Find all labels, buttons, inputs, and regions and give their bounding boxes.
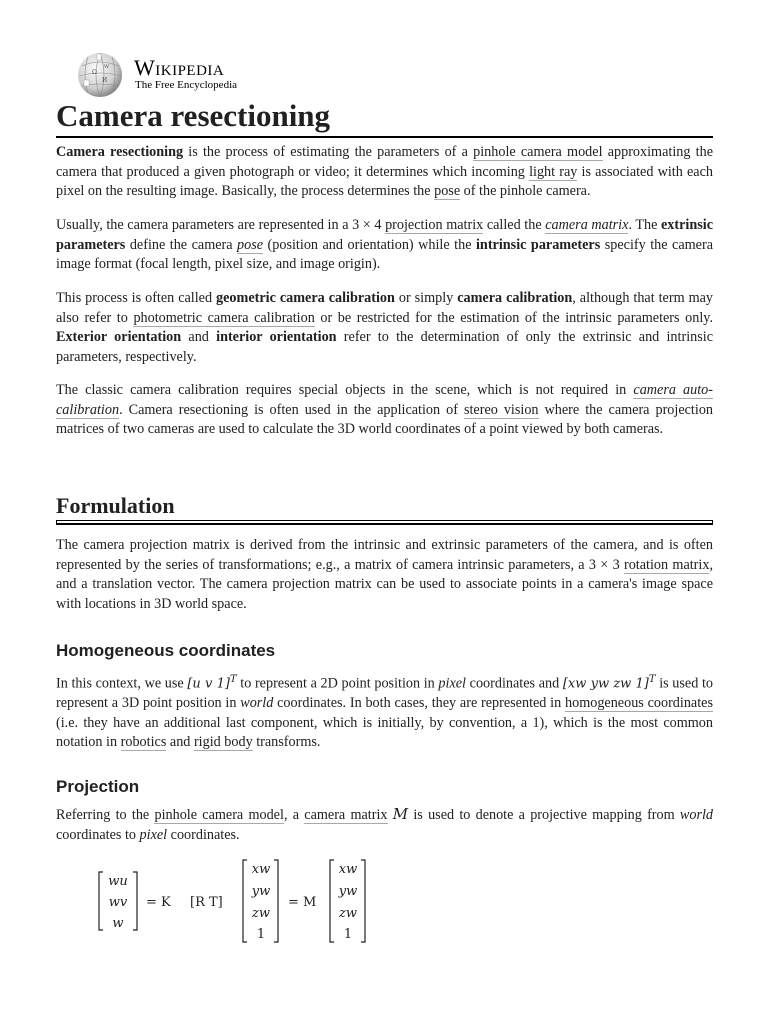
rt-block: [R T]: [190, 895, 223, 910]
transpose-mark: T: [648, 674, 656, 685]
link-pose[interactable]: pose: [434, 183, 461, 199]
text: and: [181, 329, 217, 345]
link-pose[interactable]: pose: [237, 236, 264, 253]
italic-term: pixel: [139, 826, 168, 843]
text: define the camera: [125, 236, 238, 253]
lhs-entry: wv: [108, 895, 128, 910]
text: called the: [483, 217, 546, 233]
formulation-paragraph: [56, 536, 713, 614]
link-homogeneous-coordinates[interactable]: homogeneous coordinates: [565, 695, 713, 712]
text: . The: [628, 217, 661, 233]
text: or simply: [394, 290, 458, 306]
intro-paragraph-4: [56, 381, 713, 440]
page-title: Camera resectioning: [56, 96, 713, 138]
math-symbol-m: M: [392, 805, 409, 823]
bold-term: camera calibration: [457, 290, 573, 306]
wordmark-text: Wikipedia: [134, 55, 225, 80]
link-camera-matrix[interactable]: camera matrix: [304, 807, 388, 823]
link-photometric-camera-calibration[interactable]: photometric camera calibration: [133, 309, 315, 326]
text: transforms.: [252, 734, 321, 751]
text: is used to represent a 3D point position in: [56, 675, 714, 712]
rhs1-entry: yw: [251, 884, 271, 899]
text: , a: [283, 807, 305, 823]
bold-term: Exterior orientation: [56, 329, 182, 345]
wikipedia-tagline: The Free Encyclopedia: [135, 79, 238, 91]
subsection-heading-projection: Projection: [56, 777, 140, 796]
bold-term: intrinsic parameters: [475, 236, 601, 253]
text: The classic camera calibration requires special objects in the scene, which is not required in: [56, 382, 634, 398]
projection-paragraph: [56, 805, 713, 845]
section-heading-formulation: Formulation: [56, 492, 713, 521]
intro-paragraph-2: [56, 216, 713, 275]
math-pixel-vector: [u v 1]: [187, 676, 230, 692]
bold-term: geometric camera calibration: [216, 290, 395, 306]
text: , and a translation vector. The camera projection matrix can be used to associate points in a camera's image space with locations in 3D world space.: [56, 556, 713, 612]
text: coordinates.: [167, 826, 240, 843]
link-pinhole-camera-model[interactable]: pinhole camera model: [473, 144, 603, 160]
wikipedia-wordmark[interactable]: [134, 55, 224, 81]
text: is associated with each pixel on the resulting image. Basically, the process determines the: [56, 163, 713, 199]
svg-text:Ω: Ω: [92, 69, 97, 76]
intro-paragraph-1: [56, 143, 713, 202]
svg-text:И: И: [102, 77, 108, 84]
link-robotics[interactable]: robotics: [120, 734, 167, 751]
lhs-entry: wu: [108, 874, 128, 889]
subsection-heading-homogeneous-coordinates: Homogeneous coordinates: [56, 641, 276, 660]
link-stereo-vision[interactable]: stereo vision: [463, 401, 539, 418]
link-camera-auto-calibration[interactable]: camera auto-calibration: [56, 382, 713, 418]
lhs-entry: w: [112, 916, 124, 931]
text: (position and orientation) while the: [263, 236, 476, 253]
projection-equation: [96, 858, 386, 944]
rhs1-entry: 1: [256, 927, 266, 942]
text: , although that term may also refer to: [56, 290, 713, 326]
text: This process is often called: [56, 290, 217, 306]
text: refer to the determination of only the extrinsic and intrinsic parameters, respectively.: [56, 329, 713, 365]
link-rotation-matrix[interactable]: rotation matrix: [623, 556, 710, 573]
transpose-mark: T: [229, 674, 237, 685]
rhs2-entry: yw: [338, 884, 358, 899]
bold-term: interior orientation: [216, 329, 337, 345]
italic-term: world: [240, 695, 274, 712]
rhs2-entry: xw: [338, 862, 358, 877]
link-light-ray[interactable]: light ray: [529, 163, 578, 180]
text: In this context, we use: [56, 675, 188, 692]
text: and: [166, 734, 194, 751]
bold-term: Camera resectioning: [56, 144, 184, 160]
math-world-vector: [xw yw zw 1]: [562, 676, 649, 692]
homogeneous-paragraph: [56, 670, 713, 753]
text: coordinates and: [466, 675, 563, 692]
text: or be restricted for the estimation of the intrinsic parameters only.: [314, 309, 713, 326]
text: is used to denote a projective mapping from: [408, 807, 680, 823]
text: of the pinhole camera.: [460, 183, 591, 199]
text: (i.e. they have an additional last component, which is initially, by convention, a 1), which is the most common notation in: [56, 714, 713, 751]
link-pinhole-camera-model[interactable]: pinhole camera model: [154, 807, 284, 823]
svg-text:W: W: [104, 64, 110, 70]
text: coordinates to: [56, 826, 140, 843]
text: to represent a 2D point position in: [236, 675, 439, 692]
italic-term: pixel: [438, 675, 466, 692]
link-projection-matrix[interactable]: projection matrix: [385, 217, 484, 233]
text: coordinates. In both cases, they are represented in: [273, 695, 565, 712]
text: . Camera resectioning is often used in the application of: [119, 401, 464, 418]
text: The camera projection matrix is derived from the intrinsic and extrinsic parameters of the camera, and is often represented by the series of transformations; e.g., a matrix of camera intrinsic parameters, a 3 × 3: [56, 537, 713, 573]
italic-term: world: [679, 807, 714, 823]
rhs1-entry: xw: [251, 862, 271, 877]
wikipedia-globe-logo[interactable]: [74, 52, 126, 98]
rhs1-entry: zw: [252, 906, 270, 921]
rhs2-entry: 1: [343, 927, 353, 942]
text: specify the camera image format (focal length, pixel size, and image origin).: [56, 236, 713, 272]
rhs2-entry: zw: [339, 906, 357, 921]
text: approximating the camera that produced a given photograph or video; it determines which incoming: [56, 144, 714, 180]
bold-term: extrinsic parameters: [56, 217, 713, 253]
text: Usually, the camera parameters are represented in a 3 × 4: [56, 217, 386, 233]
link-camera-matrix[interactable]: camera matrix: [545, 217, 629, 233]
text: Referring to the: [56, 807, 155, 823]
intro-paragraph-3: [56, 289, 713, 367]
text: where the camera projection matrices of two cameras are used to calculate the 3D world coordinates of a point viewed by both cameras.: [56, 401, 714, 437]
equals-k: = K: [146, 895, 171, 910]
equals-m: = M: [288, 895, 317, 910]
link-rigid-body[interactable]: rigid body: [193, 734, 253, 751]
text: is the process of estimating the parameters of a: [183, 144, 474, 160]
